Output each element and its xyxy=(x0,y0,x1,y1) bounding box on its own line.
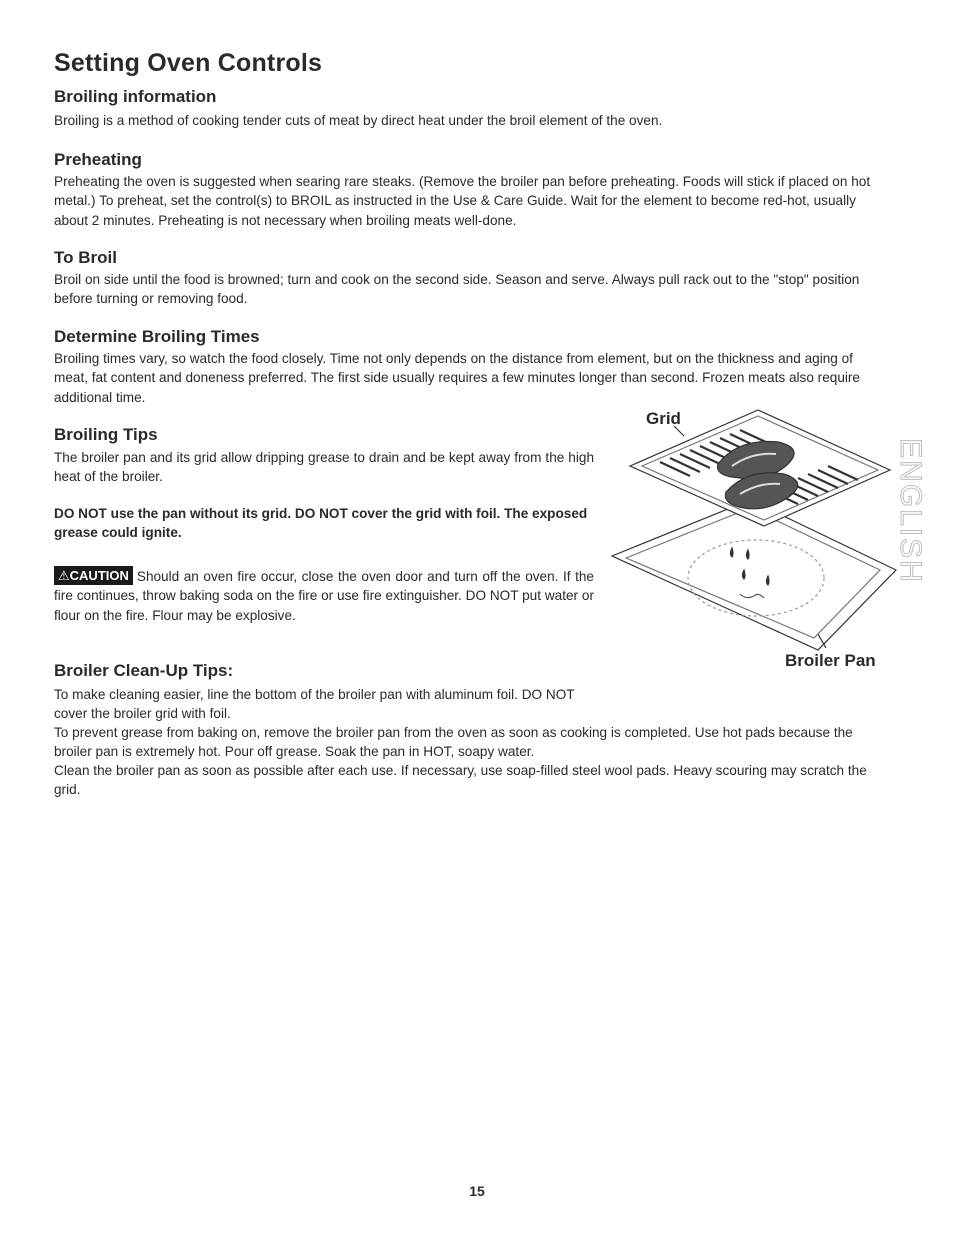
caution-badge-label: CAUTION xyxy=(69,568,129,583)
caution-paragraph xyxy=(54,566,594,625)
heading-broiling-information: Broiling information xyxy=(54,87,217,106)
preheating-text: Preheating the oven is suggested when searing rare steaks. (Remove the broiler pan before preheating. Foods will stick if placed on hot metal.) To preheat, set the control(s) to BROIL as instructed in the Use & Care Guide. Wait for the element to become red-hot, usually about 2 minutes. Preheating is not necessary when broiling meats well-done. xyxy=(54,174,871,228)
language-side-tab xyxy=(880,438,940,584)
clean-up-text-2: To prevent grease from baking on, remove the broiler pan from the oven as soon as cooking is completed. Use hot pads because the broiler pan is extremely hot. Pour off grease. Soak the pan in HOT, soapy water. xyxy=(54,725,853,760)
grid-foil-warning: DO NOT use the pan without its grid. DO NOT cover the grid with foil. The exposed grease could ignite. xyxy=(54,506,588,541)
caution-badge xyxy=(54,566,133,585)
broiling-information-text: Broiling is a method of cooking tender cuts of meat by direct heat under the broil element of the oven. xyxy=(54,113,663,128)
determine-broiling-times-text: Broiling times vary, so watch the food closely. Time not only depends on the distance from element, but on the thickness and aging of meat, fat content and doneness preferred. The first side usually requires a few minutes longer than second. Frozen meats also require additional time. xyxy=(54,351,860,405)
to-broil-text: Broil on side until the food is browned; turn and cook on the second side. Season and serve. Always pull rack out to the "stop" position before turning or removing food. xyxy=(54,272,860,307)
clean-up-text-3: Clean the broiler pan as soon as possible after each use. If necessary, use soap-filled steel wool pads. Heavy scouring may scratch the grid. xyxy=(54,763,867,798)
heading-preheating: Preheating xyxy=(54,150,142,169)
page-number: 15 xyxy=(469,1183,485,1199)
grid-label: Grid xyxy=(646,409,681,428)
page-title: Setting Oven Controls xyxy=(54,49,323,77)
clean-up-text-1: To make cleaning easier, line the bottom of the broiler pan with aluminum foil. DO NOT cover the broiler grid with foil. xyxy=(54,687,575,722)
broiling-tips-text: The broiler pan and its grid allow dripping grease to drain and be kept away from the high heat of the broiler. xyxy=(54,450,594,485)
heading-broiler-clean-up: Broiler Clean-Up Tips: xyxy=(54,661,234,680)
warning-triangle-icon: ⚠ xyxy=(58,568,70,583)
heading-broiling-tips: Broiling Tips xyxy=(54,425,158,444)
broiler-pan-label: Broiler Pan xyxy=(785,651,876,670)
broiler-pan-illustration xyxy=(608,400,898,656)
heading-determine-broiling-times: Determine Broiling Times xyxy=(54,327,260,346)
broiler-pan-outline xyxy=(612,500,896,650)
language-side-tab-label: ENGLISH xyxy=(894,438,927,584)
heading-to-broil: To Broil xyxy=(54,248,117,267)
caution-text: Should an oven fire occur, close the oven door and turn off the oven. If the fire continues, throw baking soda on the fire or use fire extinguisher. DO NOT put water or flour on the fire. Flour may be explosive. xyxy=(54,569,594,623)
